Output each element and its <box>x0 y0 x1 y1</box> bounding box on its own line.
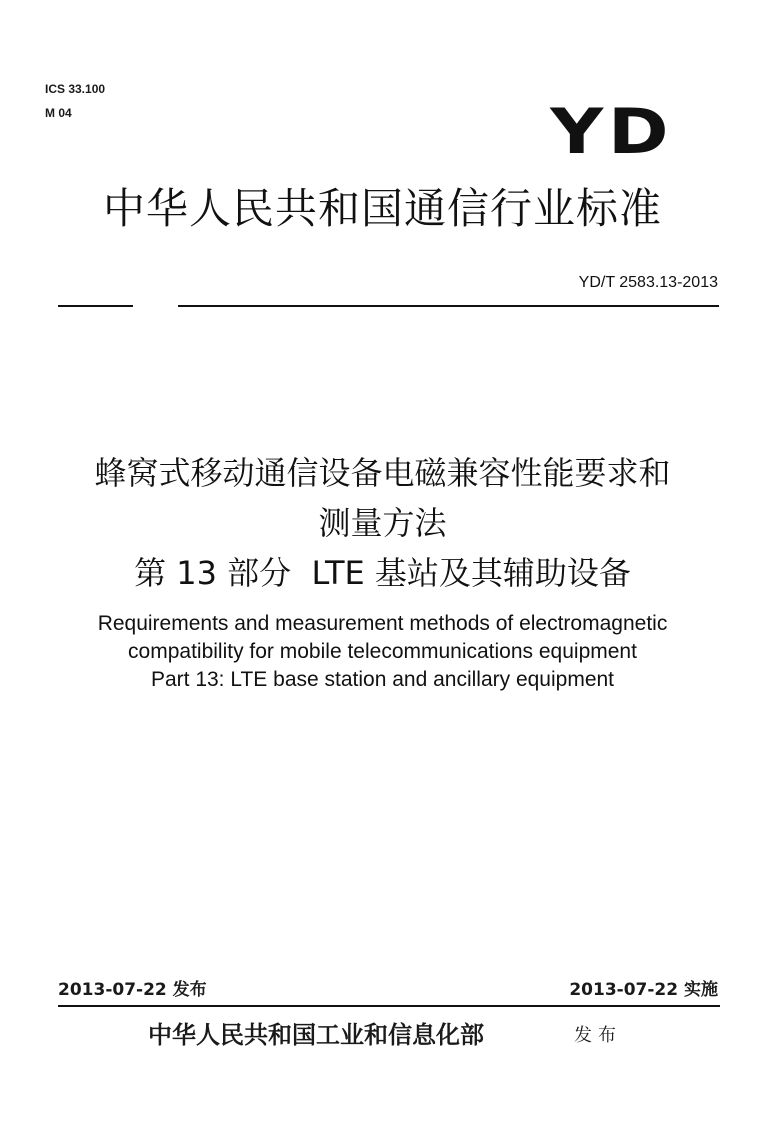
yd-logo: YD <box>549 95 673 168</box>
implementation-date: 2013-07-22 实施 <box>569 980 718 1000</box>
issue-date: 2013-07-22 发布 <box>58 980 207 1000</box>
title-cn-line2: 测量方法 <box>318 504 447 542</box>
divider-short <box>58 305 133 307</box>
title-cn-line3: 第 13 部分 LTE 基站及其辅助设备 <box>134 554 631 592</box>
industry-standard-title: 中华人民共和国通信行业标准 <box>102 184 662 233</box>
ics-code: ICS 33.100 <box>45 82 106 96</box>
standard-number: YD/T 2583.13-2013 <box>578 274 718 291</box>
divider-bottom <box>58 1005 720 1007</box>
divider-top <box>178 305 719 307</box>
title-cn-line1: 蜂窝式移动通信设备电磁兼容性能要求和 <box>94 454 671 492</box>
title-en-line3: Part 13: LTE base station and ancillary equipment <box>150 668 615 691</box>
publisher-name: 中华人民共和国工业和信息化部 <box>148 1020 484 1049</box>
title-en-line1: Requirements and measurement methods of electromagnetic <box>97 612 668 635</box>
category-code: M 04 <box>45 106 72 120</box>
title-en-line2: compatibility for mobile telecommunications equipment <box>128 640 637 663</box>
publish-label: 发布 <box>574 1025 622 1046</box>
